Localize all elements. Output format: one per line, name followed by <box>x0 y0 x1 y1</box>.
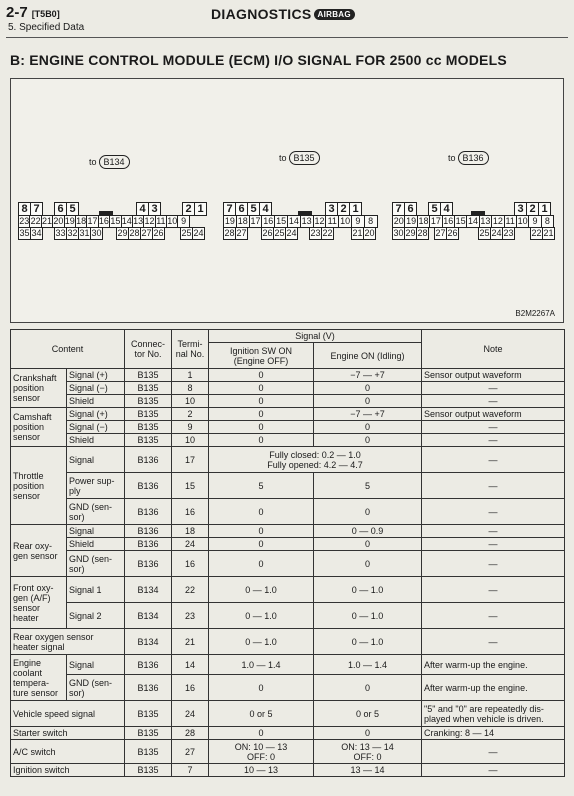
connector-pin: 8 <box>18 202 31 216</box>
connector-pin: 30 <box>91 228 102 238</box>
connector-cell: B136 <box>125 447 172 473</box>
terminal-cell: 17 <box>172 447 209 473</box>
connector-pin: 15 <box>276 216 287 226</box>
connector-cell: B135 <box>125 395 172 408</box>
terminal-cell: 8 <box>172 382 209 395</box>
engine-on-cell: 0 — 1.0 <box>314 603 422 629</box>
terminal-cell: 15 <box>172 473 209 499</box>
table-row <box>11 421 565 434</box>
content-group-cell: Engine coolant tempera- ture sensor <box>11 655 67 701</box>
connector-pin: 17 <box>87 216 98 226</box>
note-cell: Sensor output waveform <box>422 408 565 421</box>
connector-pin: 15 <box>110 216 121 226</box>
note-cell: — <box>422 551 565 577</box>
content-sub-cell: Signal 1 <box>67 577 125 603</box>
header-signal: Signal (V) <box>209 330 422 343</box>
section-number: 2-7 [T5B0] <box>6 4 60 21</box>
engine-on-cell: 0 or 5 <box>314 701 422 727</box>
connector-pin: 20 <box>53 216 64 226</box>
ignition-on-cell: 0 <box>209 395 314 408</box>
connector-pin: 22 <box>531 228 542 238</box>
ignition-on-cell: 0 <box>209 675 314 701</box>
connector-pin: 28 <box>129 228 140 238</box>
terminal-cell: 18 <box>172 525 209 538</box>
connector-label-b135: to B135 <box>279 151 320 165</box>
ignition-on-cell: 0 <box>209 538 314 551</box>
connector-pin: 25 <box>181 228 192 238</box>
connector-pin: 10 <box>167 216 178 226</box>
note-cell: "5" and "0" are repeatedly dis- played when vehicle is driven. <box>422 701 565 727</box>
connector-pin: 25 <box>274 228 285 238</box>
engine-on-cell: 13 — 14 <box>314 764 422 777</box>
terminal-cell: 23 <box>172 603 209 629</box>
airbag-badge: AIRBAG <box>314 9 355 20</box>
connector-pin: 19 <box>406 216 417 226</box>
table-row <box>11 525 565 538</box>
connector-cell: B135 <box>125 369 172 382</box>
connector-pin: 21 <box>41 216 52 226</box>
connector-pin: 25 <box>479 228 490 238</box>
ignition-on-cell: 0 <box>209 408 314 421</box>
ignition-on-cell: 5 <box>209 473 314 499</box>
connector-pin: 27 <box>236 228 247 238</box>
connector-label-b134: to B134 <box>89 155 130 169</box>
engine-on-cell: 5 <box>314 473 422 499</box>
note-cell: — <box>422 382 565 395</box>
connector-pin: 31 <box>79 228 90 238</box>
connector-pin: 20 <box>393 216 404 226</box>
connector-cell: B136 <box>125 655 172 675</box>
connector-pin: 1 <box>194 202 207 216</box>
engine-on-cell: 0 <box>314 499 422 525</box>
connector-cell: B136 <box>125 525 172 538</box>
ignition-on-cell: 10 — 13 <box>209 764 314 777</box>
note-cell: — <box>422 538 565 551</box>
ignition-on-cell: 0 or 5 <box>209 701 314 727</box>
connector-pin: 7 <box>392 202 405 216</box>
connector-pin: 12 <box>314 216 325 226</box>
header-content: Content <box>11 330 125 369</box>
table-row <box>11 473 565 499</box>
connector-pin: 11 <box>504 215 517 228</box>
subsection-title: 5. Specified Data <box>8 22 85 33</box>
terminal-cell: 22 <box>172 577 209 603</box>
terminal-cell: 10 <box>172 434 209 447</box>
connector-pin: 5 <box>66 202 79 216</box>
connector-pin: 23 <box>19 216 30 226</box>
content-cell: Starter switch <box>11 727 125 740</box>
table-row <box>11 740 565 764</box>
header-ignition-on: Ignition SW ON (Engine OFF) <box>209 343 314 369</box>
content-group-cell: Rear oxy- gen sensor <box>11 525 67 577</box>
terminal-cell: 24 <box>172 538 209 551</box>
connector-pin: 8 <box>541 215 554 228</box>
ecm-signal-table <box>10 329 565 777</box>
table-row <box>11 369 565 382</box>
terminal-cell: 28 <box>172 727 209 740</box>
connector-pin: 33 <box>55 228 66 238</box>
connector-pin: 14 <box>468 216 479 226</box>
connector-label-b136: to B136 <box>448 151 489 165</box>
connector-cell: B135 <box>125 421 172 434</box>
connector-pin: 6 <box>404 202 417 216</box>
content-sub-cell: Signal <box>67 447 125 473</box>
ignition-on-cell: 0 — 1.0 <box>209 603 314 629</box>
content-sub-cell: Shield <box>67 434 125 447</box>
table-row <box>11 499 565 525</box>
terminal-cell: 16 <box>172 499 209 525</box>
ignition-on-cell: ON: 10 — 13 OFF: 0 <box>209 740 314 764</box>
content-group-cell: Camshaft position sensor <box>11 408 67 447</box>
note-cell: Cranking: 8 — 14 <box>422 727 565 740</box>
terminal-cell: 27 <box>172 740 209 764</box>
connector-pin: 19 <box>224 216 235 226</box>
content-cell: Ignition switch <box>11 764 125 777</box>
connector-pin: 15 <box>455 216 466 226</box>
table-row <box>11 727 565 740</box>
ignition-on-cell: 0 — 1.0 <box>209 629 314 655</box>
connector-cell: B136 <box>125 675 172 701</box>
content-sub-cell: Signal (+) <box>67 369 125 382</box>
connector-cell: B136 <box>125 499 172 525</box>
connector-pin: 34 <box>31 228 42 238</box>
content-sub-cell: Power sup- ply <box>67 473 125 499</box>
connector-pin: 1 <box>349 202 362 216</box>
connector-pin: 7 <box>223 202 236 216</box>
connector-pin: 20 <box>364 228 375 238</box>
connector-pin: 26 <box>262 228 273 238</box>
table-row <box>11 382 565 395</box>
content-cell: A/C switch <box>11 740 125 764</box>
terminal-cell: 10 <box>172 395 209 408</box>
connector-pin: 19 <box>64 216 75 226</box>
note-cell: — <box>422 525 565 538</box>
connector-pin: 24 <box>286 228 297 238</box>
ignition-on-cell: 0 <box>209 382 314 395</box>
table-row <box>11 675 565 701</box>
connector-pin: 13 <box>480 216 491 226</box>
ignition-on-cell: 0 <box>209 434 314 447</box>
connector-pin: 5 <box>428 202 441 216</box>
header-rule <box>6 37 568 38</box>
note-cell: After warm-up the engine. <box>422 675 565 701</box>
terminal-cell: 21 <box>172 629 209 655</box>
note-cell: — <box>422 473 565 499</box>
connector-pin: 13 <box>133 216 144 226</box>
note-cell: — <box>422 764 565 777</box>
table-row <box>11 603 565 629</box>
connector-cell: B135 <box>125 764 172 777</box>
connector-pin: 4 <box>440 202 453 216</box>
connector-pin: 13 <box>301 216 312 226</box>
connector-cell: B135 <box>125 434 172 447</box>
connector-pin: 30 <box>393 228 404 238</box>
content-sub-cell: Signal <box>67 525 125 538</box>
terminal-cell: 9 <box>172 421 209 434</box>
connector-cell: B136 <box>125 538 172 551</box>
table-row <box>11 655 565 675</box>
connector-pin: 24 <box>193 228 204 238</box>
connector-pin: 24 <box>491 228 502 238</box>
note-cell: — <box>422 447 565 473</box>
connector-pin: 2 <box>182 202 195 216</box>
connector-pin: 4 <box>136 202 149 216</box>
connector-pin: 9 <box>528 215 541 228</box>
content-sub-cell: Signal (−) <box>67 382 125 395</box>
content-sub-cell: Shield <box>67 538 125 551</box>
connector-pin: 23 <box>310 228 321 238</box>
engine-on-cell: 0 — 1.0 <box>314 629 422 655</box>
terminal-cell: 16 <box>172 675 209 701</box>
connector-cell: B135 <box>125 701 172 727</box>
connector-cell: B135 <box>125 740 172 764</box>
ignition-on-cell: 1.0 — 1.4 <box>209 655 314 675</box>
section-code: [T5B0] <box>31 9 60 19</box>
ignition-on-cell: 0 <box>209 421 314 434</box>
connector-pin: 26 <box>447 228 458 238</box>
content-cell: Rear oxygen sensor heater signal <box>11 629 125 655</box>
engine-on-cell: 0 — 0.9 <box>314 525 422 538</box>
connector-pin: 14 <box>288 216 299 226</box>
engine-on-cell: 0 <box>314 395 422 408</box>
terminal-cell: 2 <box>172 408 209 421</box>
header-engine-on: Engine ON (Idling) <box>314 343 422 369</box>
note-cell: — <box>422 577 565 603</box>
header-note: Note <box>422 330 565 369</box>
connector-pin: 16 <box>443 216 454 226</box>
table-row <box>11 408 565 421</box>
connector-pin: 28 <box>417 228 428 238</box>
connector-pin: 1 <box>538 202 551 216</box>
connector-pin: 9 <box>351 215 365 228</box>
terminal-cell: 14 <box>172 655 209 675</box>
content-sub-cell: Shield <box>67 395 125 408</box>
connector-pin: 32 <box>67 228 78 238</box>
engine-on-cell: −7 — +7 <box>314 408 422 421</box>
note-cell: — <box>422 629 565 655</box>
connector-pin: 3 <box>325 202 338 216</box>
diagnostics-title: DIAGNOSTICS AIRBAG <box>211 6 355 22</box>
engine-on-cell: 0 <box>314 675 422 701</box>
connector-pin: 2 <box>526 202 539 216</box>
note-cell: — <box>422 395 565 408</box>
connector-pin: 11 <box>325 215 339 228</box>
connector-pin: 7 <box>30 202 43 216</box>
connector-cell: B136 <box>125 473 172 499</box>
note-cell: — <box>422 434 565 447</box>
content-sub-cell: Signal (−) <box>67 421 125 434</box>
ignition-on-cell: 0 <box>209 551 314 577</box>
engine-on-cell: −7 — +7 <box>314 369 422 382</box>
connector-diagram <box>10 78 564 323</box>
engine-on-cell: 0 — 1.0 <box>314 577 422 603</box>
connector-pin: 21 <box>352 228 363 238</box>
connector-cell: B135 <box>125 727 172 740</box>
connector-cell: B134 <box>125 577 172 603</box>
engine-on-cell: 0 <box>314 382 422 395</box>
connector-pin: 27 <box>435 228 446 238</box>
page-header <box>6 4 568 38</box>
connector-pin: 29 <box>117 228 128 238</box>
connector-pin: 8 <box>364 215 378 228</box>
content-group-cell: Front oxy- gen (A/F) sensor heater <box>11 577 67 629</box>
table-row <box>11 434 565 447</box>
ignition-on-cell: 0 <box>209 525 314 538</box>
connector-pin: 22 <box>322 228 333 238</box>
connector-pin: 23 <box>503 228 514 238</box>
connector-pin: 16 <box>263 216 274 226</box>
connector-pin: 27 <box>141 228 152 238</box>
table-row <box>11 538 565 551</box>
figure-code: B2M2267A <box>515 309 555 318</box>
note-cell: — <box>422 740 565 764</box>
connector-pin: 17 <box>430 216 441 226</box>
connector-pin: 12 <box>492 216 503 226</box>
connector-pin: 2 <box>337 202 350 216</box>
connector-pin: 18 <box>76 216 87 226</box>
engine-on-cell: 0 <box>314 551 422 577</box>
connector-pin: 26 <box>153 228 164 238</box>
connector-pin: 12 <box>144 216 155 226</box>
engine-on-cell: 0 <box>314 538 422 551</box>
content-sub-cell: Signal (+) <box>67 408 125 421</box>
header-connector: Connec- tor No. <box>125 330 172 369</box>
table-row <box>11 629 565 655</box>
connector-pin: 6 <box>235 202 248 216</box>
connector-cell: B136 <box>125 551 172 577</box>
engine-on-cell: 1.0 — 1.4 <box>314 655 422 675</box>
connector-pin: 28 <box>224 228 235 238</box>
ignition-on-cell: 0 <box>209 727 314 740</box>
connector-pin: 11 <box>156 216 166 226</box>
connector-pin: 6 <box>54 202 67 216</box>
ignition-on-cell: 0 — 1.0 <box>209 577 314 603</box>
content-cell: Vehicle speed signal <box>11 701 125 727</box>
note-cell: — <box>422 499 565 525</box>
connector-pin: 18 <box>237 216 248 226</box>
connector-pin: 18 <box>418 216 429 226</box>
engine-on-cell: 0 <box>314 727 422 740</box>
content-group-cell: Crankshaft position sensor <box>11 369 67 408</box>
header-terminal: Termi- nal No. <box>172 330 209 369</box>
note-cell: Sensor output waveform <box>422 369 565 382</box>
content-sub-cell: Signal 2 <box>67 603 125 629</box>
connector-pin: 4 <box>259 202 272 216</box>
content-sub-cell: GND (sen- sor) <box>67 551 125 577</box>
connector-pin: 5 <box>247 202 260 216</box>
table-row <box>11 577 565 603</box>
connector-pin: 29 <box>405 228 416 238</box>
content-sub-cell: Signal <box>67 655 125 675</box>
main-title: B: ENGINE CONTROL MODULE (ECM) I/O SIGNAL FOR 2500 cc MODELS <box>10 52 507 68</box>
connector-pin: 14 <box>121 216 132 226</box>
connector-pin: 9 <box>177 215 189 228</box>
connector-pin: 17 <box>250 216 261 226</box>
terminal-cell: 7 <box>172 764 209 777</box>
content-sub-cell: GND (sen- sor) <box>67 675 125 701</box>
table-row <box>11 551 565 577</box>
connector-pin: 21 <box>543 228 554 238</box>
engine-on-cell: ON: 13 — 14 OFF: 0 <box>314 740 422 764</box>
connector-pin: 3 <box>514 202 527 216</box>
engine-on-cell: 0 <box>314 421 422 434</box>
connector-cell: B135 <box>125 408 172 421</box>
table-row <box>11 701 565 727</box>
terminal-cell: 1 <box>172 369 209 382</box>
ignition-on-cell: 0 <box>209 369 314 382</box>
connector-cell: B134 <box>125 629 172 655</box>
table-row <box>11 395 565 408</box>
terminal-cell: 16 <box>172 551 209 577</box>
connector-cell: B135 <box>125 382 172 395</box>
ignition-on-cell: 0 <box>209 499 314 525</box>
engine-on-cell: 0 <box>314 434 422 447</box>
content-group-cell: Throttle position sensor <box>11 447 67 525</box>
note-cell: After warm-up the engine. <box>422 655 565 675</box>
signal-cell: Fully closed: 0.2 — 1.0 Fully opened: 4.2 — 4.7 <box>209 447 422 473</box>
connector-pin: 16 <box>98 216 109 226</box>
table-row <box>11 447 565 473</box>
content-sub-cell: GND (sen- sor) <box>67 499 125 525</box>
note-cell: — <box>422 421 565 434</box>
connector-pin: 35 <box>19 228 30 238</box>
note-cell: — <box>422 603 565 629</box>
connector-pin: 10 <box>517 216 528 226</box>
table-row <box>11 764 565 777</box>
connector-cell: B134 <box>125 603 172 629</box>
connector-pin: 10 <box>340 216 351 226</box>
terminal-cell: 24 <box>172 701 209 727</box>
connector-pin: 3 <box>148 202 161 216</box>
connector-pin: 22 <box>30 216 41 226</box>
